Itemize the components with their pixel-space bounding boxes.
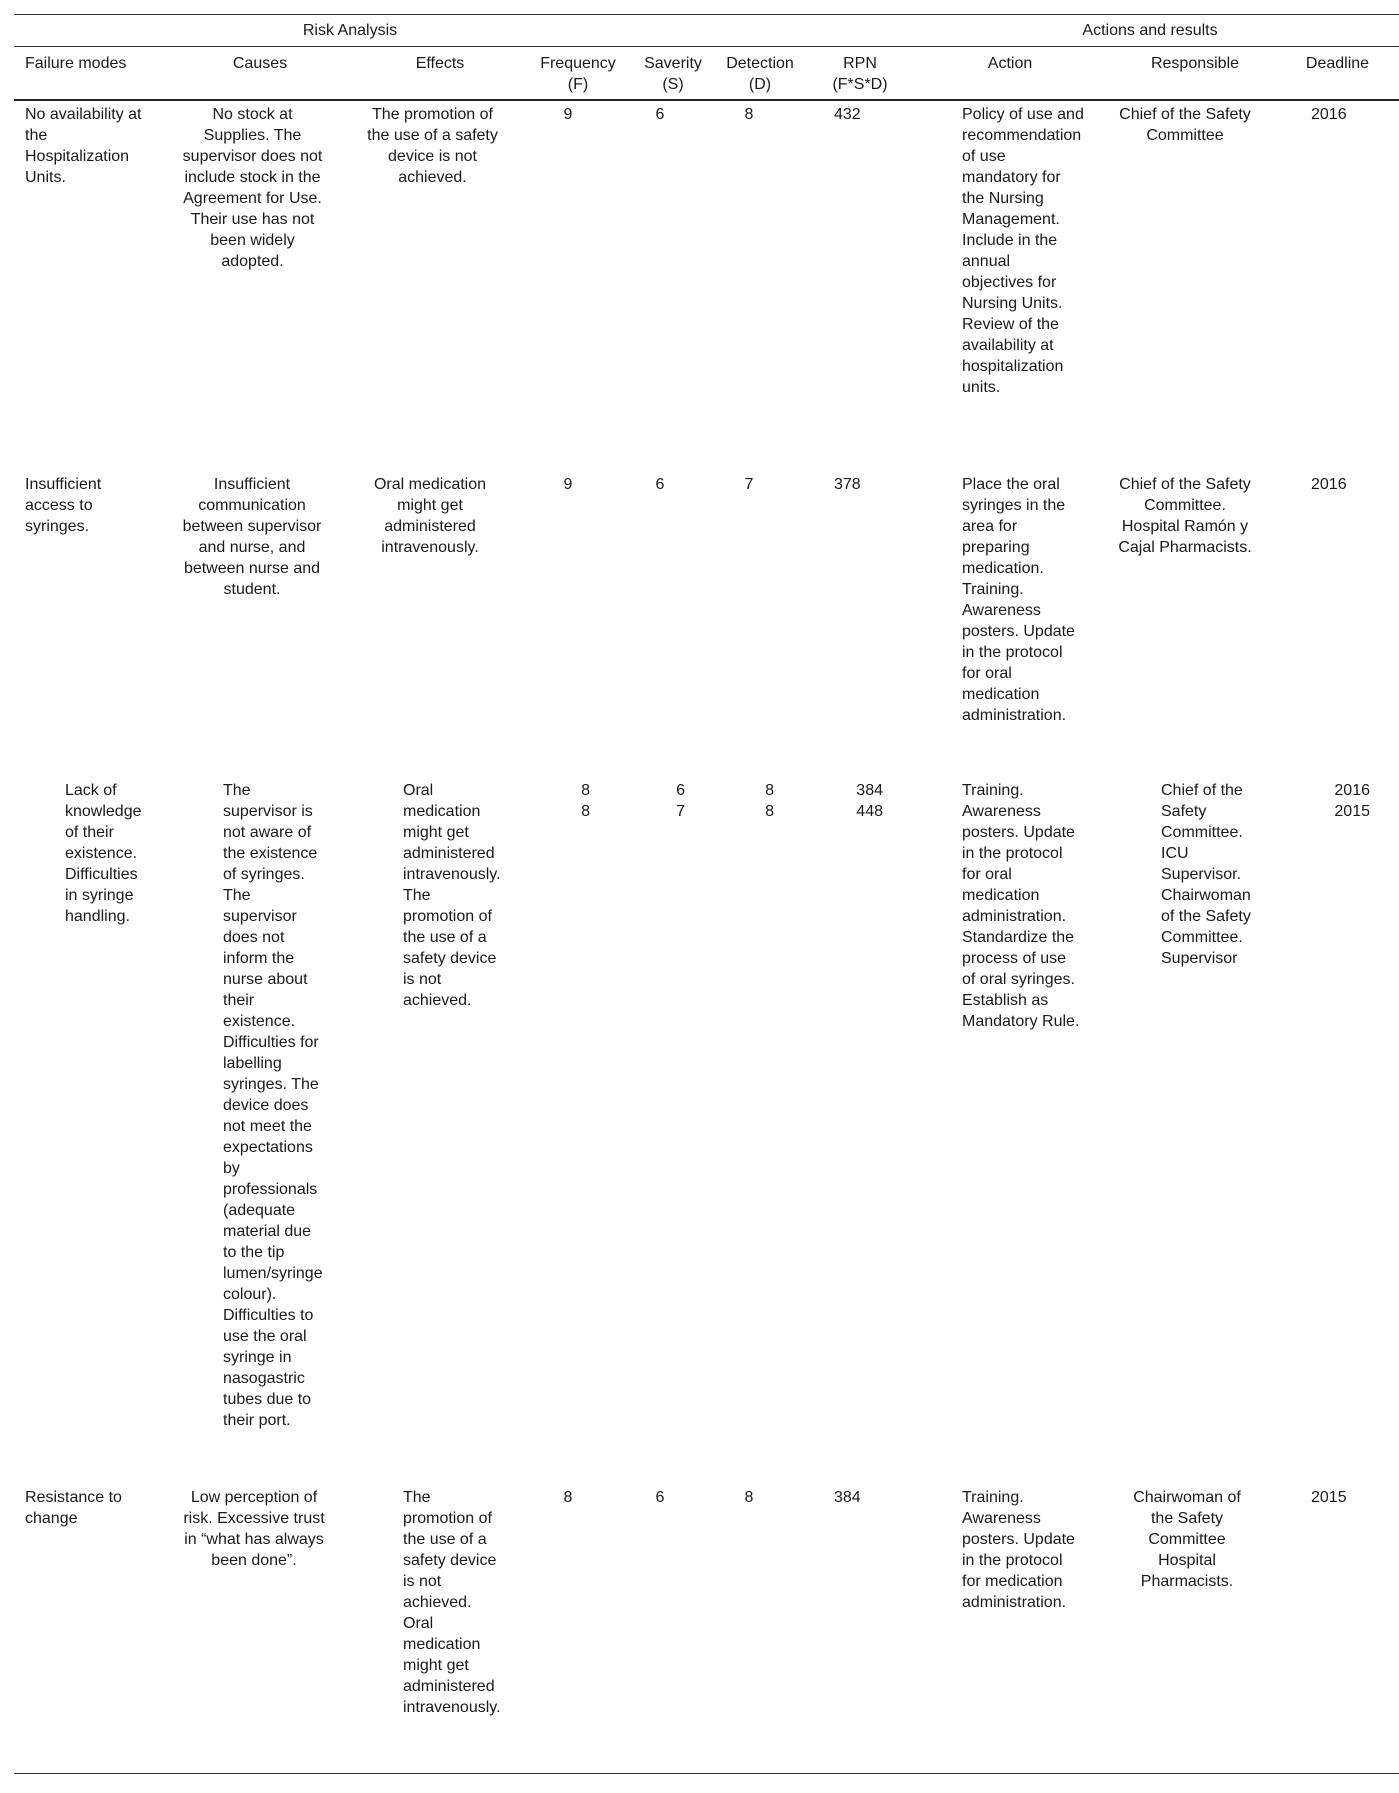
row2-severity: 6 — [655, 476, 665, 493]
row1-causes: No stock at Supplies. The supervisor does not include stock in the Agreement for Use. Their use has not been widely adopted. — [182, 106, 323, 270]
group-header-actions-results: Actions and results — [1082, 22, 1218, 39]
row1-effects: The promotion of the use of a safety device is not achieved. — [367, 106, 498, 186]
row4-rpn: 384 — [834, 1489, 861, 1506]
row2-action: Place the oral syringes in the area for preparing medication. Training. Awareness posters. Update in the protocol for oral medication administration. — [962, 476, 1075, 724]
row2-responsible: Chief of the Safety Committee. Hospital Ramón y Cajal Pharmacists. — [1118, 476, 1252, 556]
row3-detection: 8 8 — [765, 782, 774, 820]
row3-responsible: Chief of the Safety Committee. ICU Supervisor. Chairwoman of the Safety Committee. Supervisor — [1161, 782, 1251, 967]
row3-action: Training. Awareness posters. Update in the protocol for oral medication administration. Standardize the process of use of oral syringes. Establish as Mandatory Rule. — [962, 782, 1080, 1030]
row1-responsible: Chief of the Safety Committee — [1119, 106, 1251, 144]
row2-causes: Insufficient communication between supervisor and nurse, and between nurse and student. — [182, 476, 322, 598]
row1-deadline: 2016 — [1311, 106, 1347, 123]
top-rule — [14, 14, 1399, 15]
row2-rpn: 378 — [834, 476, 861, 493]
bottom-rule — [14, 1773, 1399, 1774]
row4-failure: Resistance to change — [25, 1489, 122, 1527]
row3-effects: Oral medication might get administered intravenously. The promotion of the use of a safety device is not achieved. — [403, 782, 501, 1009]
header-effects: Effects — [415, 55, 465, 72]
row4-causes: Low perception of risk. Excessive trust in “what has always been done”. — [183, 1489, 325, 1569]
row3-deadline: 2016 2015 — [1334, 782, 1370, 820]
row1-rpn: 432 — [834, 106, 861, 123]
header-detection: Detection (D) — [726, 55, 794, 93]
row3-rpn: 384 448 — [856, 782, 883, 820]
header-action: Action — [987, 55, 1033, 72]
header-responsible: Responsible — [1150, 55, 1240, 72]
row1-frequency: 9 — [563, 106, 573, 123]
row2-failure: Insufficient access to syringes. — [25, 476, 102, 535]
row2-frequency: 9 — [563, 476, 573, 493]
row4-responsible: Chairwoman of the Safety Committee Hospital Pharmacists. — [1133, 1489, 1241, 1590]
row4-action: Training. Awareness posters. Update in the protocol for medication administration. — [962, 1489, 1075, 1611]
row3-severity: 6 7 — [676, 782, 685, 820]
row3-causes: The supervisor is not aware of the existence of syringes. The supervisor does not inform the nurse about their existence. Difficulties for labelling syringes. The device does not meet the expectations by professionals (adequate material due to the tip lumen/syringe colour). Difficulties to use the oral syringe in nasogastric tubes due to their port. — [223, 782, 323, 1429]
header-deadline: Deadline — [1305, 55, 1370, 72]
header-rpn: RPN (F*S*D) — [832, 55, 888, 93]
row2-detection: 7 — [744, 476, 754, 493]
header-causes: Causes — [232, 55, 288, 72]
header-failure-modes: Failure modes — [25, 55, 127, 72]
row4-detection: 8 — [744, 1489, 754, 1506]
row3-frequency: 8 8 — [581, 782, 590, 820]
row2-deadline: 2016 — [1311, 476, 1347, 493]
header-severity: Saverity (S) — [644, 55, 702, 93]
row1-detection: 8 — [744, 106, 754, 123]
row2-effects: Oral medication might get administered intravenously. — [373, 476, 487, 556]
row3-failure: Lack of knowledge of their existence. Difficulties in syringe handling. — [65, 782, 142, 925]
group-rule — [14, 46, 1399, 47]
row4-frequency: 8 — [563, 1489, 573, 1506]
row1-action: Policy of use and recommendation of use mandatory for the Nursing Management. Include in the annual objectives for Nursing Units. Review of the availability at hospitalization units. — [962, 106, 1084, 396]
header-rule — [14, 99, 1399, 101]
row4-deadline: 2015 — [1311, 1489, 1347, 1506]
row1-failure: No availability at the Hospitalization Units. — [25, 106, 142, 186]
group-header-risk-analysis: Risk Analysis — [302, 22, 398, 39]
row4-severity: 6 — [655, 1489, 665, 1506]
row1-severity: 6 — [655, 106, 665, 123]
header-frequency: Frequency (F) — [540, 55, 616, 93]
row4-effects: The promotion of the use of a safety device is not achieved. Oral medication might get administered intravenously. — [403, 1489, 501, 1716]
